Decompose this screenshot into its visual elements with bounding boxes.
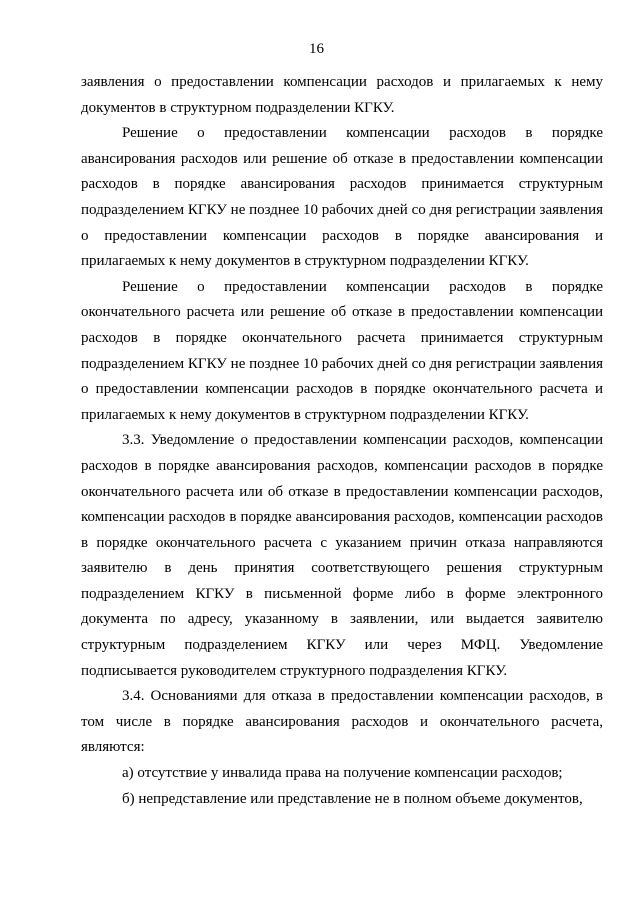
document-body	[81, 70, 603, 812]
page-number: 16	[309, 41, 324, 57]
list-item-a: а) отсутствие у инвалида права на получение компенсации расходов;	[122, 765, 563, 782]
paragraph-continuation: заявления о предоставлении компенсации расходов и прилагаемых к нему документов в структурном подразделении КГКУ.	[81, 74, 603, 116]
paragraph-3-4-refusal-grounds: 3.4. Основаниями для отказа в предоставлении компенсации расходов, в том числе в порядке авансирования расходов и окончательного расчета, являются:	[81, 688, 603, 756]
paragraph-advance-decision: Решение о предоставлении компенсации расходов в порядке авансирования расходов или решение об отказе в предоставлении компенсации расходов в порядке авансирования расходов принимается структурным подразделением КГКУ не позднее 10 рабочих дней со дня регистрации заявления о предоставлении компенсации расходов в порядке авансирования и прилагаемых к нему документов в структурном подразделении КГКУ.	[81, 125, 603, 270]
paragraph-final-settlement-decision: Решение о предоставлении компенсации расходов в порядке окончательного расчета или решение об отказе в предоставлении компенсации расходов в порядке окончательного расчета принимается структурным подразделением КГКУ не позднее 10 рабочих дней со дня регистрации заявления о предоставлении компенсации расходов в порядке окончательного расчета и прилагаемых к нему документов в структурном подразделении КГКУ.	[81, 278, 603, 423]
paragraph-3-3-notification: 3.3. Уведомление о предоставлении компенсации расходов, компенсации расходов в порядке авансирования расходов, компенсации расходов в порядке окончательного расчета или об отказе в предоставлении компенсации расходов, компенсации расходов в порядке авансирования расходов, компенсации расходов в порядке окончательного расчета с указанием причин отказа направляются заявителю в день принятия соответствующего решения структурным подразделением КГКУ в письменной форме либо в форме электронного документа по адресу, указанному в заявлении, или выдается заявителю структурным подразделением КГКУ или через МФЦ. Уведомление подписывается руководителем структурного подразделения КГКУ.	[81, 432, 603, 679]
list-item-b: б) непредставление или представление не в полном объеме документов,	[122, 790, 583, 807]
